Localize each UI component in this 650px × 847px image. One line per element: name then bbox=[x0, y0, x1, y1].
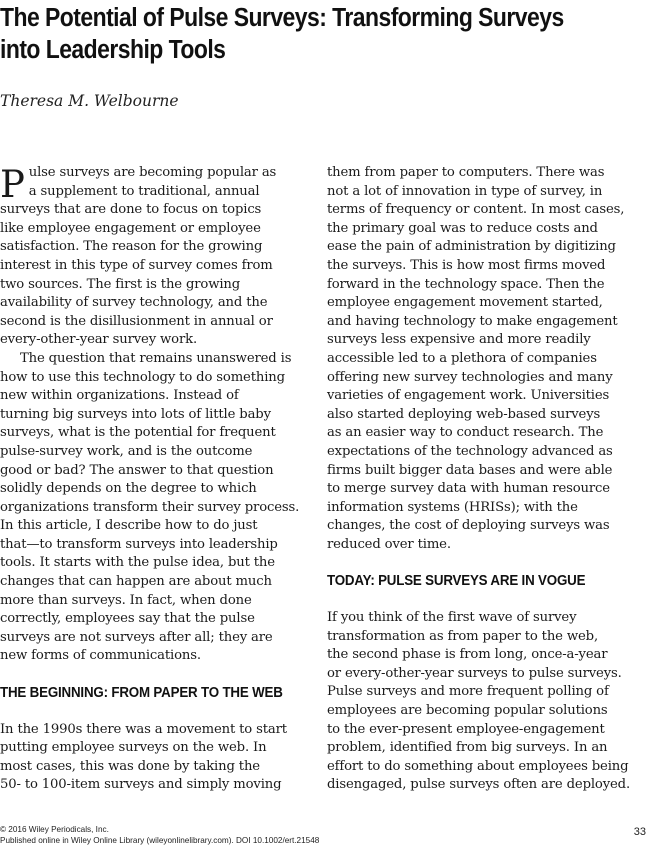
text-line: correctly, employees say that the pulse bbox=[0, 611, 255, 627]
text-line: putting employee surveys on the web. In bbox=[0, 740, 267, 756]
text-line: pulse-survey work, and is the outcome bbox=[0, 443, 253, 459]
publication-line: Published online in Wiley Online Library (wileyonlinelibrary.com). DOI 10.1002/ert.21548 bbox=[0, 836, 320, 845]
article-title bbox=[0, 2, 564, 66]
text-line: In the 1990s there was a movement to start bbox=[0, 721, 287, 737]
text-line: surveys are not surveys after all; they are bbox=[0, 629, 273, 645]
text-line: new within organizations. Instead of bbox=[0, 388, 239, 404]
text-line: forward in the technology space. Then the bbox=[327, 276, 605, 292]
text-line: good or bad? The answer to that question bbox=[0, 462, 274, 478]
text-line: If you think of the first wave of survey bbox=[327, 610, 577, 626]
page-number: 33 bbox=[633, 826, 646, 838]
text-line: satisfaction. The reason for the growing bbox=[0, 239, 263, 255]
text-line: Pulse surveys and more frequent polling of bbox=[327, 684, 609, 700]
text-line: solidly depends on the degree to which bbox=[0, 481, 257, 497]
text-line: them from paper to computers. There was bbox=[327, 165, 605, 180]
text-line: availability of survey technology, and the bbox=[0, 295, 268, 311]
right-column bbox=[327, 164, 637, 795]
paragraph-question bbox=[0, 350, 308, 666]
text-line: that—to transform surveys into leadership bbox=[0, 536, 278, 552]
text-line: terms of frequency or content. In most cases, bbox=[327, 202, 625, 218]
text-line: surveys less expensive and more readily bbox=[327, 332, 591, 348]
text-line: how to use this technology to do something bbox=[0, 369, 285, 385]
text-line: or every-other-year surveys to pulse surveys. bbox=[327, 665, 622, 681]
text-line: two sources. The first is the growing bbox=[0, 276, 241, 292]
text-line: employee engagement movement started, bbox=[327, 295, 603, 311]
text-line: also started deploying web-based surveys bbox=[327, 406, 601, 422]
paragraph-paper-to-computers bbox=[327, 164, 637, 554]
text-line: The question that remains unanswered is bbox=[20, 350, 292, 366]
copyright-line: © 2016 Wiley Periodicals, Inc. bbox=[0, 825, 109, 834]
text-line: ulse surveys are becoming popular as bbox=[28, 165, 277, 180]
text-line: changes that can happen are about much bbox=[0, 574, 272, 590]
text-line: problem, identified from big surveys. In an bbox=[327, 740, 608, 756]
text-line: more than surveys. In fact, when done bbox=[0, 592, 252, 608]
article-author: Theresa M. Welbourne bbox=[0, 92, 179, 110]
text-line: disengaged, pulse surveys often are deployed. bbox=[327, 777, 631, 793]
article-title-line-2: into Leadership Tools bbox=[0, 36, 226, 64]
text-line: the primary goal was to reduce costs and bbox=[327, 220, 598, 236]
left-column bbox=[0, 164, 308, 795]
paragraph-intro bbox=[0, 164, 308, 350]
text-line: varieties of engagement work. Universities bbox=[327, 388, 610, 404]
text-line: employees are becoming popular solutions bbox=[327, 703, 608, 719]
text-line: effort to do something about employees being bbox=[327, 758, 629, 774]
text-line: organizations transform their survey process. bbox=[0, 499, 300, 515]
text-line: tools. It starts with the pulse idea, but the bbox=[0, 555, 275, 571]
text-line: as an easier way to conduct research. The bbox=[327, 425, 604, 441]
text-line: second is the disillusionment in annual or bbox=[0, 313, 273, 329]
text-line: information systems (HRISs); with the bbox=[327, 499, 578, 515]
text-line: not a lot of innovation in type of survey, in bbox=[327, 183, 603, 199]
text-line: reduced over time. bbox=[327, 536, 451, 552]
text-line: ease the pain of administration by digitizing bbox=[327, 239, 616, 255]
text-line: every-other-year survey work. bbox=[0, 332, 198, 348]
text-line: changes, the cost of deploying surveys was bbox=[327, 518, 610, 534]
text-line: surveys that are done to focus on topics bbox=[0, 202, 262, 218]
text-line: 50- to 100-item surveys and simply moving bbox=[0, 777, 282, 793]
text-line: to merge survey data with human resource bbox=[327, 481, 610, 497]
text-line: In this article, I describe how to do just bbox=[0, 518, 258, 534]
text-line: offering new survey technologies and many bbox=[327, 369, 613, 385]
text-line: like employee engagement or employee bbox=[0, 220, 261, 236]
text-line: interest in this type of survey comes from bbox=[0, 257, 273, 273]
drop-cap: P bbox=[0, 163, 25, 206]
section-heading-today: TODAY: PULSE SURVEYS ARE IN VOGUE bbox=[327, 573, 586, 590]
text-line: surveys, what is the potential for frequent bbox=[0, 425, 276, 441]
text-line: the second phase is from long, once-a-year bbox=[327, 647, 608, 663]
text-line: transformation as from paper to the web, bbox=[327, 628, 598, 644]
section-heading-beginning: THE BEGINNING: FROM PAPER TO THE WEB bbox=[0, 685, 283, 702]
text-line: a supplement to traditional, annual bbox=[28, 183, 260, 199]
paragraph-second-wave bbox=[327, 609, 637, 795]
text-line: the surveys. This is how most firms moved bbox=[327, 257, 606, 273]
text-line: most cases, this was done by taking the bbox=[0, 758, 260, 774]
article-title-line-1: The Potential of Pulse Surveys: Transforming Surveys bbox=[0, 4, 564, 32]
text-line: and having technology to make engagement bbox=[327, 313, 618, 329]
text-line: new forms of communications. bbox=[0, 648, 201, 664]
text-line: accessible led to a plethora of companies bbox=[327, 350, 597, 366]
paragraph-1990s bbox=[0, 721, 308, 795]
text-line: turning big surveys into lots of little baby bbox=[0, 406, 271, 422]
text-line: to the ever-present employee-engagement bbox=[327, 721, 605, 737]
text-line: expectations of the technology advanced as bbox=[327, 443, 613, 459]
text-line: firms built bigger data bases and were able bbox=[327, 462, 613, 478]
footer-credits bbox=[0, 824, 319, 846]
